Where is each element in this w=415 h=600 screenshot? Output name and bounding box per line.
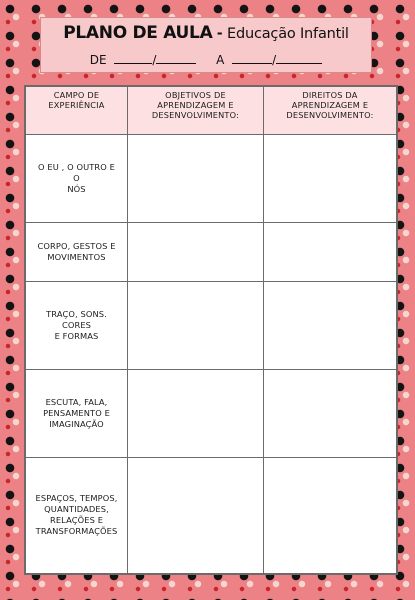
objetivos-cell[interactable] — [128, 369, 264, 457]
lesson-plan-table-frame — [24, 85, 398, 575]
objetivos-cell[interactable] — [128, 457, 264, 573]
date-from-day-field[interactable] — [114, 54, 152, 64]
row-label-espacos-tempos: ESPAÇOS, TEMPOS, QUANTIDADES, RELAÇÕES E TRANSFORMAÇÕES — [26, 457, 128, 573]
row-label-traco-sons: TRAÇO, SONS. CORES E FORMAS — [26, 282, 128, 370]
table-row — [26, 135, 397, 223]
title-separator: - — [216, 23, 223, 42]
table-row — [26, 222, 397, 281]
column-header-objetivos: OBJETIVOS DE APRENDIZAGEM E DESENVOLVIMENTO: — [128, 87, 264, 135]
page-header — [40, 17, 372, 73]
row-label-escuta-fala: ESCUTA, FALA, PENSAMENTO E IMAGINAÇÃO — [26, 369, 128, 457]
table-row — [26, 282, 397, 370]
row-label-corpo-gestos: CORPO, GESTOS E MOVIMENTOS — [26, 222, 128, 281]
title-main: PLANO DE AULA — [63, 23, 213, 43]
date-to-month-field[interactable] — [276, 54, 322, 64]
direitos-cell[interactable] — [264, 135, 397, 223]
direitos-cell[interactable] — [264, 369, 397, 457]
table-row — [26, 369, 397, 457]
date-from-month-field[interactable] — [156, 54, 196, 64]
direitos-cell[interactable] — [264, 222, 397, 281]
objetivos-cell[interactable] — [128, 222, 264, 281]
date-to-label: A — [216, 53, 225, 67]
table-row — [26, 457, 397, 573]
objetivos-cell[interactable] — [128, 282, 264, 370]
date-from-separator: / — [152, 53, 157, 67]
date-to-day-field[interactable] — [232, 54, 272, 64]
column-header-direitos: DIREITOS DA APRENDIZAGEM E DESENVOLVIMENTO: — [264, 87, 397, 135]
objetivos-cell[interactable] — [128, 135, 264, 223]
direitos-cell[interactable] — [264, 282, 397, 370]
page-title — [41, 23, 371, 43]
lesson-plan-table — [25, 86, 397, 574]
table-header-row — [26, 87, 397, 135]
date-range — [41, 53, 371, 67]
row-label-eu-outro-nos: O EU , O OUTRO E O NÓS — [26, 135, 128, 223]
date-from-label: DE — [89, 53, 107, 67]
date-to-separator: / — [272, 53, 277, 67]
direitos-cell[interactable] — [264, 457, 397, 573]
title-subtitle: Educação Infantil — [227, 26, 349, 42]
column-header-campo: CAMPO DE EXPERIÊNCIA — [26, 87, 128, 135]
